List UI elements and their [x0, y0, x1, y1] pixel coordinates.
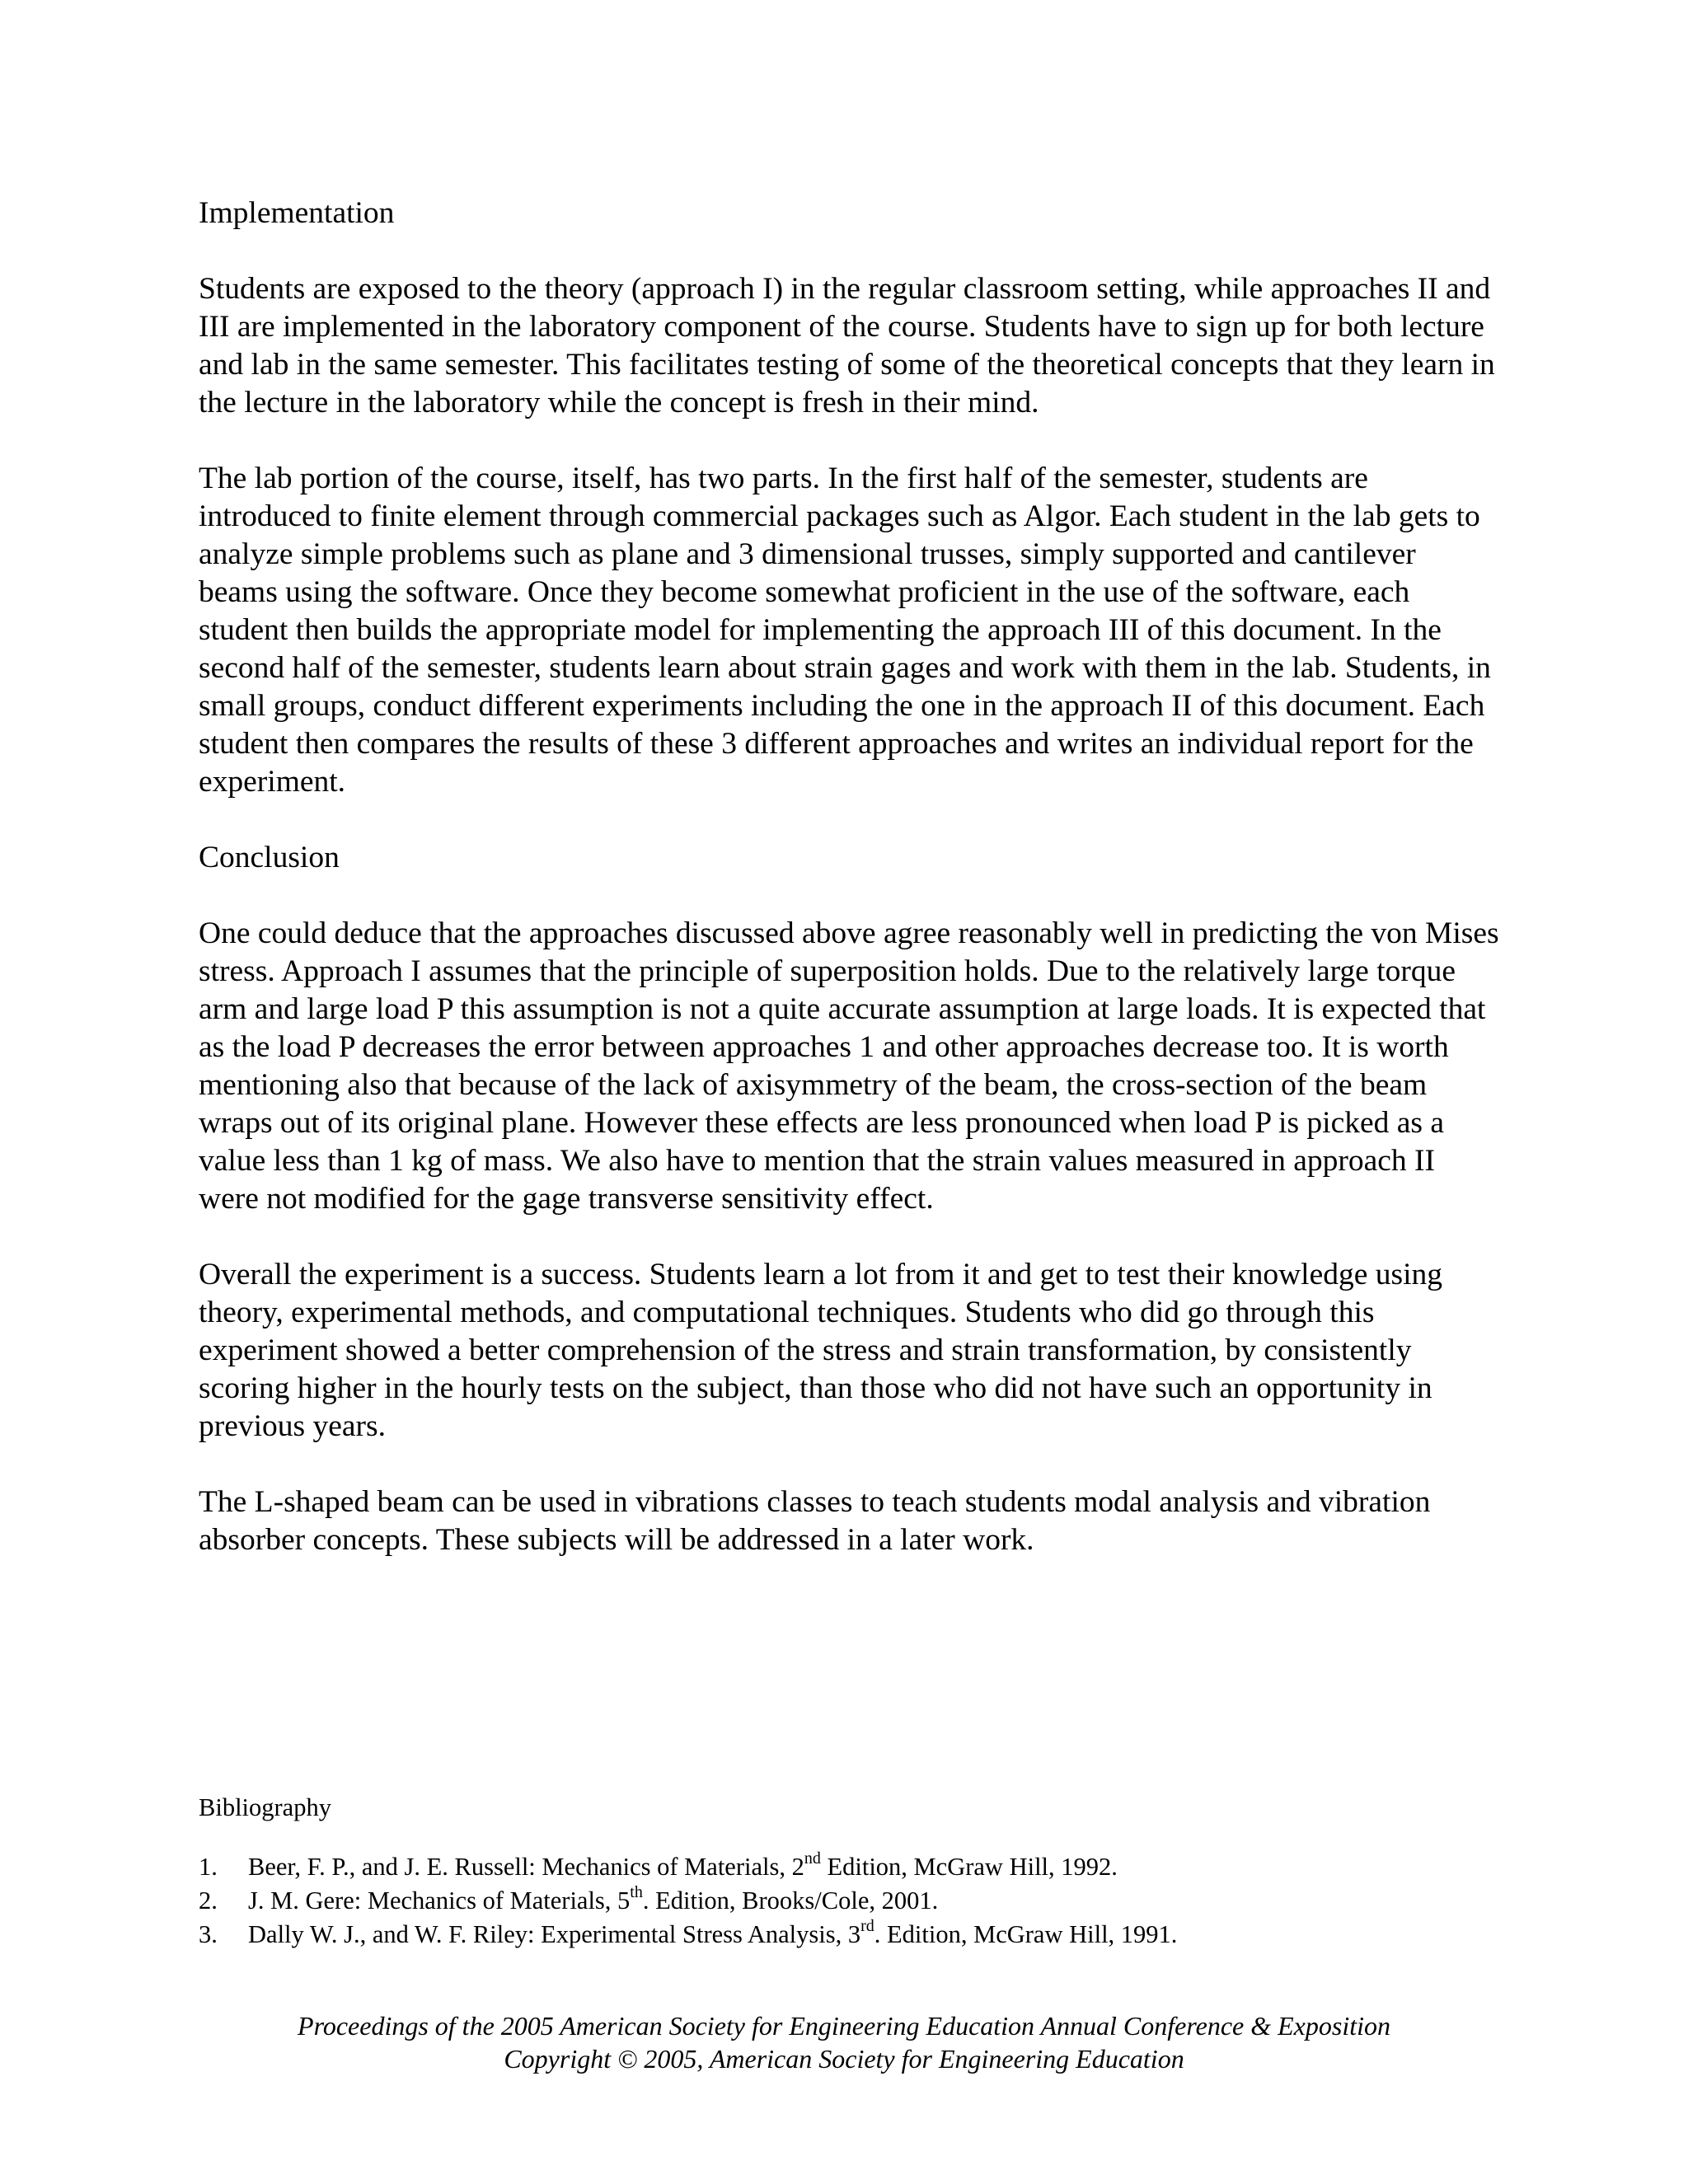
reference-text-end: . Edition, Brooks/Cole, 2001. [642, 1886, 939, 1915]
bibliography-item [199, 1884, 1600, 1918]
reference-superscript: rd [860, 1916, 874, 1935]
reference-text-end: . Edition, McGraw Hill, 1991. [874, 1920, 1178, 1948]
reference-text: Dally W. J., and W. F. Riley: Experimental Stress Analysis, 3 [248, 1920, 861, 1948]
bibliography-heading: Bibliography [199, 1793, 331, 1821]
reference-superscript: th [630, 1882, 643, 1901]
footer-copyright: Copyright © 2005, American Society for Engineering Education [504, 2044, 1184, 2074]
reference-superscript: nd [804, 1849, 821, 1868]
reference-text-end: Edition, McGraw Hill, 1992. [820, 1853, 1118, 1881]
reference-text: J. M. Gere: Mechanics of Materials, 5 [248, 1886, 631, 1915]
page-footer [0, 2009, 1688, 2075]
body-text [199, 194, 1501, 1597]
reference-text: Beer, F. P., and J. E. Russell: Mechanics of Materials, 2 [248, 1853, 804, 1881]
bibliography-item [199, 1850, 1600, 1884]
paragraph: Overall the experiment is a success. Students learn a lot from it and get to test their knowledge using theory, experimental methods, and computational techniques. Students who did go through this experiment showed a better comprehension of the stress and strain transformation, by consistently scoring higher in the hourly tests on the subject, than those who did not have such an opportunity in previous years. [199, 1258, 1442, 1443]
reference-number: 3. [199, 1920, 218, 1948]
paragraph: One could deduce that the approaches discussed above agree reasonably well in predicting the von Mises stress. Approach I assumes that the principle of superposition holds. Due to the relatively large torque arm and large load P this assumption is not a quite accurate assumption at large loads. It is expected that as the load P decreases the error between approaches 1 and other approaches decrease too. It is worth mentioning also that because of the lack of axisymmetry of the beam, the cross-section of the beam wraps out of its original plane. However these effects are less pronounced when load P is picked as a value less than 1 kg of mass. We also have to mention that the strain values measured in approach II were not modified for the gage transverse sensitivity effect. [199, 916, 1499, 1216]
bibliography-item [199, 1918, 1600, 1952]
reference-number: 2. [199, 1886, 218, 1915]
paragraph: The lab portion of the course, itself, has two parts. In the first half of the semester, students are introduced to finite element through commercial packages such as Algor. Each student in the lab gets to analyze simple problems such as plane and 3 dimensional trusses, simply supported and cantilever beams using the software. Once they become somewhat proficient in the use of the software, each student then builds the appropriate model for implementing the approach III of this document. In the second half of the semester, students learn about strain gages and work with them in the lab. Students, in small groups, conduct different experiments including the one in the approach II of this document. Each student then compares the results of these 3 different approaches and writes an individual report for the experiment. [199, 462, 1491, 799]
footer-proceedings: Proceedings of the 2005 American Society for Engineering Education Annual Conference & Exposition [298, 2011, 1390, 2041]
paragraph: The L-shaped beam can be used in vibrations classes to teach students modal analysis and vibration absorber concepts. These subjects will be addressed in a later work. [199, 1485, 1431, 1557]
reference-number: 1. [199, 1853, 218, 1881]
section-heading-conclusion: Conclusion [199, 841, 340, 874]
bibliography [199, 1793, 1600, 1952]
section-heading-implementation: Implementation [199, 196, 395, 230]
bibliography-list [199, 1850, 1600, 1952]
paragraph: Students are exposed to the theory (approach I) in the regular classroom setting, while approaches II and III are implemented in the laboratory component of the course. Students have to sign up for both lecture and lab in the same semester. This facilitates testing of some of the theoretical concepts that they learn in the lecture in the laboratory while the concept is fresh in their mind. [199, 272, 1495, 419]
